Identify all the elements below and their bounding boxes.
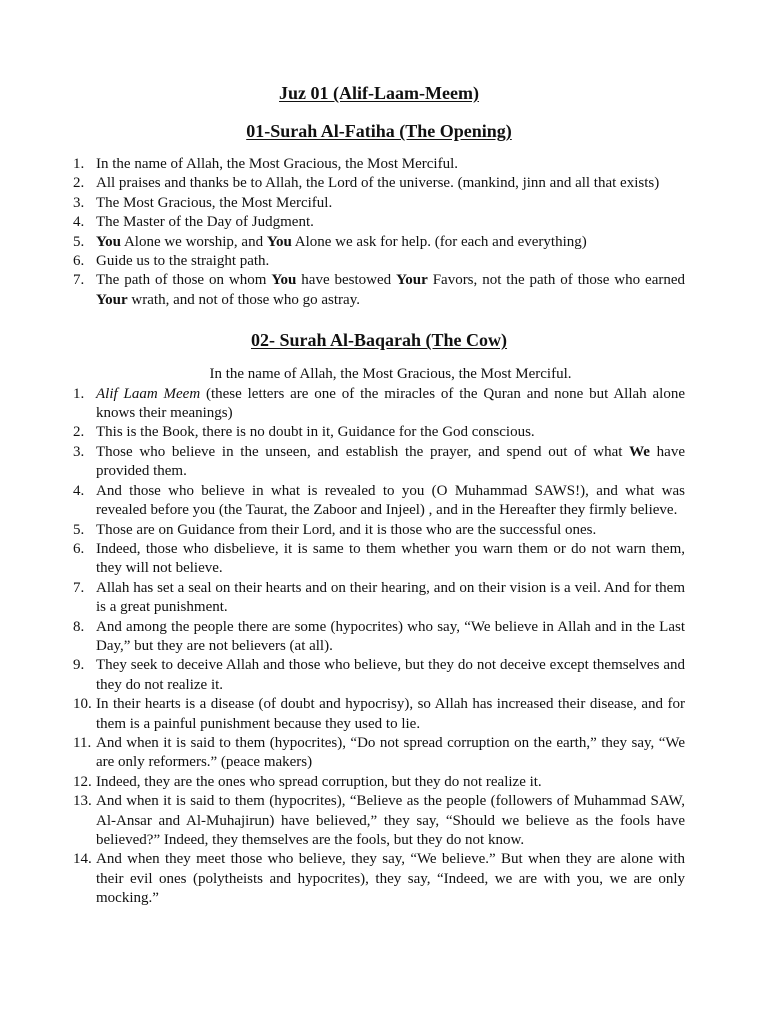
verse-number: 14.: [73, 851, 92, 868]
verse-text-bold: Your: [96, 291, 128, 308]
verse-number: 8.: [73, 618, 85, 635]
verse-text-segment: Indeed, they are the ones who spread corruption, but they do not realize it.: [96, 773, 542, 790]
verse-number: 1.: [73, 156, 85, 172]
verse-text-segment: have bestowed: [296, 272, 397, 289]
verse-text-segment: The Most Gracious, the Most Merciful.: [96, 194, 333, 211]
surah-fatiha-title: 01-Surah Al-Fatiha (The Opening): [246, 121, 512, 141]
verse-text: [96, 656, 685, 695]
verse-number: 1.: [73, 385, 85, 402]
verse-text: [96, 155, 685, 174]
verse-text-segment: (these letters are one of the miracles of the Quran and none but Allah alone knows their meanings): [96, 385, 685, 422]
verse-number: 12.: [73, 773, 92, 790]
verse-text-italic: Alif Laam Meem: [96, 385, 201, 402]
verse-number: 2.: [73, 175, 85, 192]
verse-text: [96, 695, 685, 734]
verse-number: 11.: [73, 734, 92, 751]
verse-text-segment: This is the Book, there is no doubt in it, Guidance for the God conscious.: [96, 424, 535, 441]
verse-text-bold: You: [271, 272, 297, 289]
verse-number: 2.: [73, 424, 85, 441]
verse-text-segment: All praises and thanks be to Allah, the Lord of the universe. (mankind, jinn and all that exists): [96, 175, 660, 192]
surah-baqarah-title: 02- Surah Al-Baqarah (The Cow): [250, 330, 508, 351]
verse-number: 6.: [73, 253, 85, 270]
verse-text: [96, 734, 685, 773]
verse-text: [96, 773, 685, 792]
verse-number: 6.: [73, 540, 85, 557]
verse-item: [73, 695, 685, 734]
verse-item: [73, 734, 685, 773]
verse-text-segment: The Master of the Day of Judgment.: [96, 214, 314, 231]
verse-text-segment: Favors, not the path of those who earned: [427, 272, 685, 289]
verse-text: [96, 194, 685, 213]
verse-item: [73, 521, 685, 540]
verse-text: [96, 271, 685, 310]
verse-text-segment: Alone we ask for help. (for each and everything): [291, 233, 587, 250]
verse-text-segment: The path of those on whom: [96, 272, 272, 289]
verse-text-bold: Your: [396, 272, 428, 289]
verse-text: [96, 618, 685, 657]
verse-text: [96, 540, 685, 579]
verse-text-segment: In their hearts is a disease (of doubt and hypocrisy), so Allah has increased their disease, and for them is a painful punishment because they used to lie.: [96, 696, 685, 732]
verse-text-segment: And among the people there are some (hypocrites) who say, “We believe in Allah and in the Last Day,” but they are not believers (at all).: [96, 618, 685, 654]
verse-item: [73, 174, 685, 193]
verse-number: 4.: [73, 482, 85, 499]
verse-text: [96, 521, 685, 540]
bismillah-line: In the name of Allah, the Most Gracious, the Most Merciful.: [209, 366, 572, 383]
verse-number: 9.: [73, 657, 85, 674]
verse-text-bold: You: [266, 233, 292, 250]
verse-item: [73, 540, 685, 579]
verse-item: [73, 482, 685, 521]
verse-text-segment: Those are on Guidance from their Lord, and it is those who are the successful ones.: [96, 521, 597, 538]
verse-text-segment: wrath, and not of those who go astray.: [127, 291, 360, 308]
verse-item: [73, 773, 685, 792]
surah-fatiha-verse-list: [73, 155, 685, 310]
verse-item: [73, 155, 685, 174]
verse-text-segment: And when it is said to them (hypocrites), “Do not spread corruption on the earth,” they say, “We are only reformers.” (peace makers): [96, 734, 685, 771]
verse-number: 7.: [73, 272, 85, 289]
verse-number: 5.: [73, 233, 85, 250]
verse-text-segment: They seek to deceive Allah and those who believe, but they do not deceive except themselves and they do not realize it.: [96, 657, 685, 693]
verse-number: 3.: [73, 443, 85, 460]
verse-item: [73, 252, 685, 271]
verse-item: [73, 618, 685, 657]
verse-text: [96, 252, 685, 271]
verse-item: [73, 385, 685, 424]
verse-text: [96, 233, 685, 252]
verse-text: [96, 423, 685, 442]
verse-number: 10.: [73, 696, 92, 713]
verse-text: [96, 850, 685, 908]
verse-item: [73, 194, 685, 213]
verse-text-segment: Allah has set a seal on their hearts and on their hearing, and on their vision is a veil. And for them is a great punishment.: [96, 579, 685, 616]
verse-item: [73, 423, 685, 442]
verse-text-segment: have provided them.: [96, 443, 685, 480]
verse-item: [73, 579, 685, 618]
verse-text: [96, 213, 685, 232]
verse-text-bold: You: [96, 233, 122, 250]
verse-item: [73, 850, 685, 908]
juz-title: Juz 01 (Alif-Laam-Meem): [279, 83, 479, 103]
verse-text: [96, 482, 685, 521]
verse-text: [96, 174, 685, 193]
verse-text: [96, 443, 685, 482]
verse-item: [73, 443, 685, 482]
verse-text-segment: Alone we worship, and: [121, 233, 267, 250]
verse-text-segment: And those who believe in what is revealed to you (O Muhammad SAWS!), and what was revealed before you (the Taurat, the Zaboor and Injeel) , and in the Hereafter they firmly believe.: [96, 482, 685, 519]
verse-text: [96, 792, 685, 850]
verse-item: [73, 656, 685, 695]
verse-text-bold: We: [629, 443, 650, 460]
verse-text-segment: And when it is said to them (hypocrites), “Believe as the people (followers of Muhammad SAW, Al-Ansar and Al-Muhajirun) have believed,” they say, “Should we believe as the fools have believed?” Indeed, they themselves are the fools, but they do not know.: [96, 793, 685, 848]
verse-text-segment: Those who believe in the unseen, and establish the prayer, and spend out of what: [96, 443, 630, 460]
verse-item: [73, 213, 685, 232]
verse-number: 3.: [73, 194, 85, 211]
verse-text-segment: Guide us to the straight path.: [96, 253, 270, 270]
verse-number: 4.: [73, 214, 85, 231]
verse-number: 13.: [73, 793, 92, 810]
surah-baqarah-verse-list: [73, 385, 685, 909]
verse-text: [96, 579, 685, 618]
verse-number: 7.: [73, 579, 85, 596]
verse-item: [73, 271, 685, 310]
verse-item: [73, 233, 685, 252]
verse-text-segment: Indeed, those who disbelieve, it is same to them whether you warn them or do not warn them, they will not believe.: [96, 540, 685, 577]
verse-text-segment: In the name of Allah, the Most Gracious, the Most Merciful.: [96, 156, 459, 172]
verse-text: [96, 385, 685, 424]
verse-number: 5.: [73, 521, 85, 538]
verse-text-segment: And when they meet those who believe, they say, “We believe.” But when they are alone with their evil ones (polytheists and hypocrites), they say, “Indeed, we are with you, we are only mocking.”: [96, 851, 685, 907]
verse-item: [73, 792, 685, 850]
